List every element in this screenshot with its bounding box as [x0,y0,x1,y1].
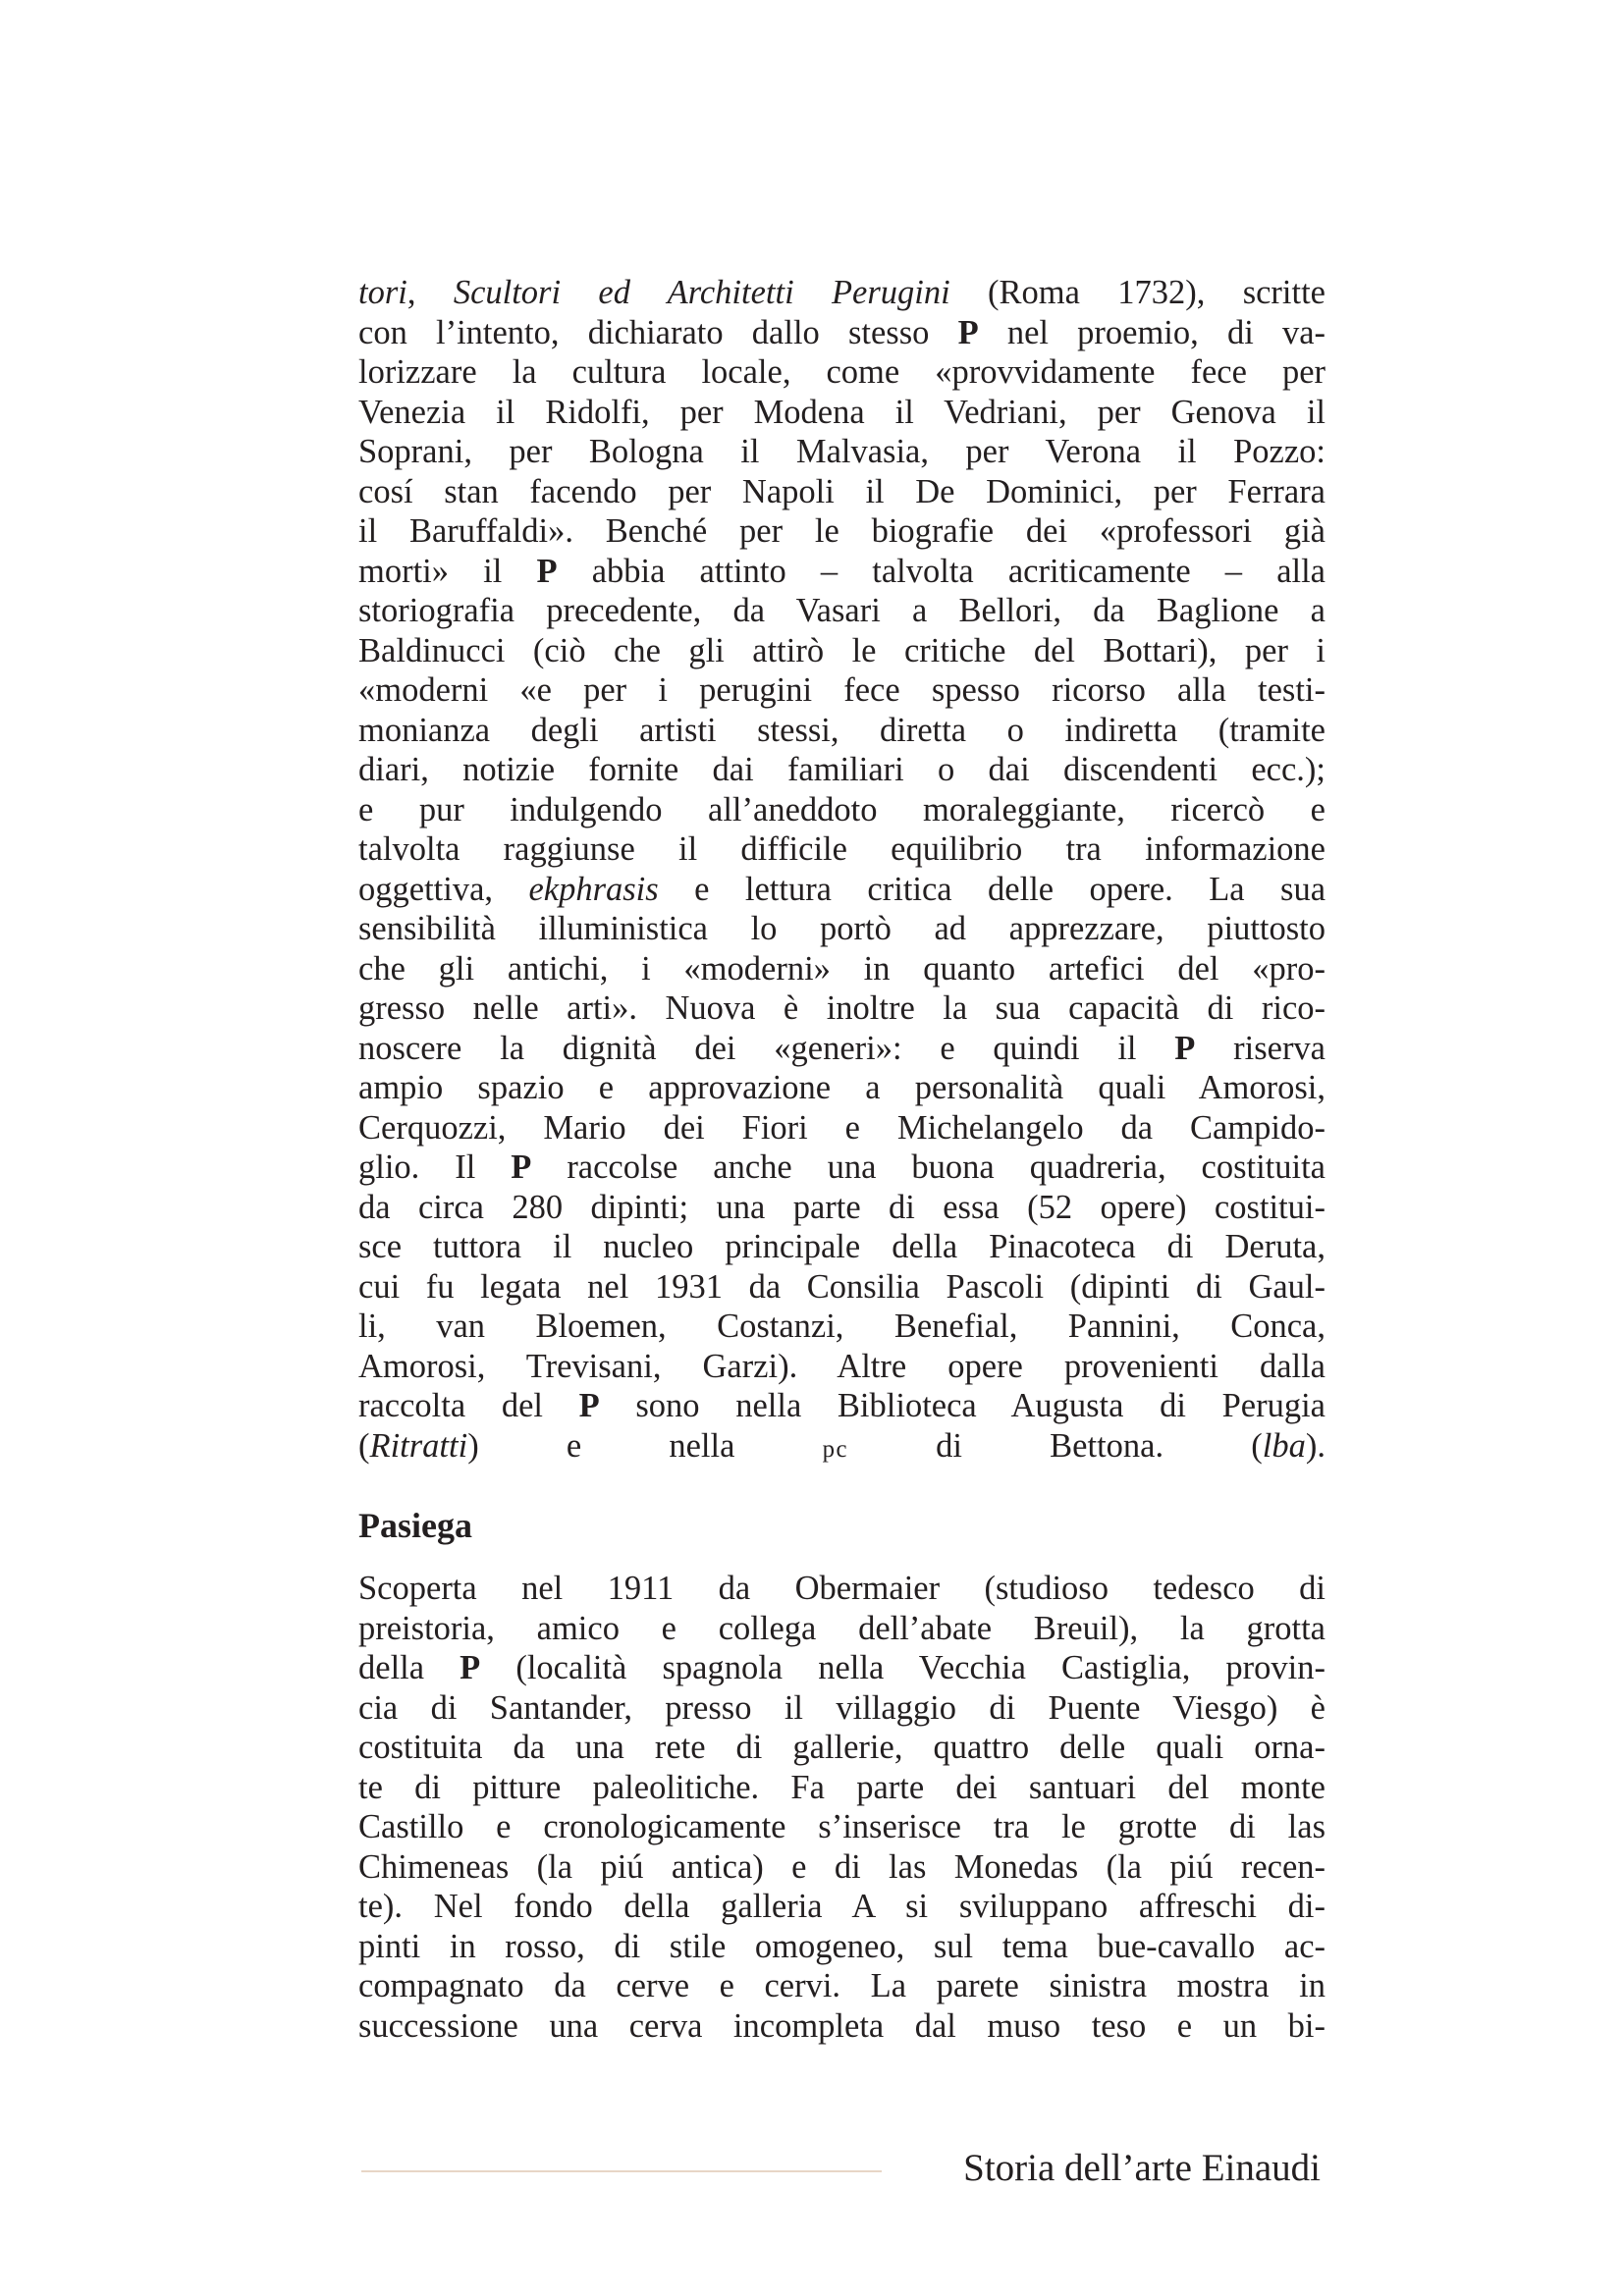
text-line [358,472,1325,512]
text-line [358,988,1325,1029]
entry-abbreviation: P [511,1148,532,1186]
text-segment: abbia attinto – talvolta acriticamente – alla [557,552,1325,590]
text-segment: della [358,1649,460,1686]
text-segment: raccolse anche una buona quadreria, costituita [531,1148,1325,1186]
text-segment: nel proemio, di va- [978,313,1326,351]
text-line [358,829,1325,870]
text-segment: compagnato da cerve e cervi. La parete sinistra mostra in [358,1967,1325,2004]
pasiega-entry-text [358,1569,1325,2046]
text-line [358,1227,1325,1267]
text-segment: che gli antichi, i «moderni» in quanto artefici del «pro- [358,949,1325,988]
text-segment: storiografia precedente, da Vasari a Bellori, da Baglione a [358,592,1325,629]
text-segment: Soprani, per Bologna il Malvasia, per Verona il Pozzo: [358,433,1325,470]
text-segment: ). [1305,1426,1325,1465]
text-line [358,1386,1325,1426]
text-segment: talvolta raggiunse il difficile equilibrio tra informazione [358,830,1325,868]
text-line [358,432,1325,472]
text-line [358,552,1325,592]
text-line [358,1068,1325,1108]
text-line [358,1688,1325,1729]
text-segment: pc [822,1435,848,1463]
text-segment: ( [358,1426,370,1465]
text-line [358,631,1325,671]
text-segment: noscere la dignità dei «generi»: e quindi il [358,1029,1175,1067]
text-line [358,1847,1325,1888]
text-segment: lorizzare la cultura locale, come «provvidamente fece per [358,353,1325,391]
text-line [358,1807,1325,1847]
text-segment: Castillo e cronologicamente s’inserisce tra le grotte di las [358,1808,1325,1845]
text-segment: sono nella Biblioteca Augusta di Perugia [599,1387,1325,1424]
text-segment: ) e nella [467,1426,823,1465]
text-line [358,909,1325,949]
entry-heading-pasiega: Pasiega [358,1506,472,1545]
text-line [358,352,1325,393]
text-line [358,1108,1325,1148]
text-segment: riserva [1195,1029,1325,1067]
text-segment: te di pitture paleolitiche. Fa parte dei santuari del monte [358,1768,1325,1806]
text-line [358,511,1325,552]
text-line [358,1029,1325,1069]
text-line [358,1307,1325,1347]
text-line [358,750,1325,790]
text-line [358,393,1325,433]
text-line [358,790,1325,830]
text-segment: da circa 280 dipinti; una parte di essa (52 opere) costitui- [358,1188,1325,1226]
text-segment: preistoria, amico e collega dell’abate Breuil), la grotta [358,1609,1325,1647]
text-segment: Ritratti [369,1426,468,1465]
text-line [358,1569,1325,1609]
text-segment: e pur indulgendo all’aneddoto moraleggiante, ricercò e [358,790,1325,828]
text-line [358,1728,1325,1768]
text-segment: e lettura critica delle opere. La sua [658,870,1326,908]
text-segment: Baldinucci (ciò che gli attirò le critiche del Bottari), per i [358,631,1325,669]
text-line [358,1426,1325,1470]
text-segment: sensibilità illuministica lo portò ad apprezzare, piuttosto [358,910,1325,947]
text-segment: di Bettona. ( [847,1426,1263,1465]
text-segment: Cerquozzi, Mario dei Fiori e Michelangelo da Campido- [358,1108,1325,1147]
entry-abbreviation: P [957,313,979,351]
text-segment: «moderni «e per i perugini fece spesso ricorso alla testi- [358,671,1325,709]
text-line [358,273,1325,313]
text-line [358,1768,1325,1808]
text-segment: costituita da una rete di gallerie, quattro delle quali orna- [358,1729,1325,1766]
text-segment: il Baruffaldi». Benché per le biografie dei «professori già [358,512,1325,550]
text-line [358,1609,1325,1649]
text-line [358,949,1325,989]
text-segment: Scoperta nel 1911 da Obermaier (studioso tedesco di [358,1570,1325,1607]
text-line [358,670,1325,711]
text-line [358,1188,1325,1228]
text-line [358,2006,1325,2047]
text-line [358,591,1325,631]
text-segment: cui fu legata nel 1931 da Consilia Pascoli (dipinti di Gaul- [358,1267,1325,1306]
text-segment: lba [1262,1426,1306,1465]
text-segment: ekphrasis [528,870,659,908]
text-segment: tori [358,274,407,311]
text-line [358,1966,1325,2006]
text-segment: pinti in rosso, di stile omogeneo, sul tema bue-cavallo ac- [358,1927,1325,1965]
text-line [358,313,1325,353]
text-line [358,1927,1325,1967]
text-line [358,1648,1325,1688]
text-line [358,1148,1325,1188]
text-line [358,1887,1325,1927]
text-segment: con l’intento, dichiarato dallo stesso [358,313,958,351]
entry-abbreviation: P [536,552,558,590]
text-segment: gresso nelle arti». Nuova è inoltre la sua capacità di rico- [358,989,1325,1027]
text-segment: raccolta del [358,1387,579,1424]
text-segment: Amorosi, Trevisani, Garzi). Altre opere provenienti dalla [358,1347,1325,1385]
entry-abbreviation: P [578,1387,600,1424]
text-segment: oggettiva, [358,870,529,908]
entry-abbreviation: P [460,1649,481,1686]
text-segment: te). Nel fondo della galleria A si sviluppano affreschi di- [358,1888,1325,1925]
footer-title: Storia dell’arte Einaudi [963,2147,1321,2189]
text-line [358,870,1325,910]
text-segment: monianza degli artisti stessi, diretta o indiretta (tramite [358,711,1325,749]
footer-rule [361,2170,882,2172]
text-line [358,1267,1325,1308]
entry-continuation-text [358,273,1325,1469]
text-line [358,1347,1325,1387]
text-segment: sce tuttora il nucleo principale della Pinacoteca di Deruta, [358,1228,1325,1265]
text-segment: Chimeneas (la piú antica) e di las Monedas (la piú recen- [358,1847,1325,1886]
text-segment: li, van Bloemen, Costanzi, Benefial, Pannini, Conca, [358,1308,1325,1345]
text-segment: Venezia il Ridolfi, per Modena il Vedriani, per Genova il [358,393,1325,431]
text-segment: successione una cerva incompleta dal muso teso e un bi- [358,2006,1325,2045]
text-segment: cia di Santander, presso il villaggio di Puente Viesgo) è [358,1688,1325,1727]
text-segment: , [406,274,454,311]
text-line [358,711,1325,751]
text-segment: (località spagnola nella Vecchia Castiglia, provin- [480,1649,1325,1686]
text-segment: ampio spazio e approvazione a personalità quali Amorosi, [358,1069,1325,1106]
text-segment: cosí stan facendo per Napoli il De Dominici, per Ferrara [358,472,1325,510]
text-segment: (Roma 1732), scritte [949,274,1325,311]
text-segment: Scultori ed Architetti Perugini [453,274,950,311]
entry-abbreviation: P [1174,1029,1196,1067]
text-segment: glio. Il [358,1148,512,1186]
text-segment: morti» il [358,552,537,590]
text-segment: diari, notizie fornite dai familiari o dai discendenti ecc.); [358,751,1325,788]
